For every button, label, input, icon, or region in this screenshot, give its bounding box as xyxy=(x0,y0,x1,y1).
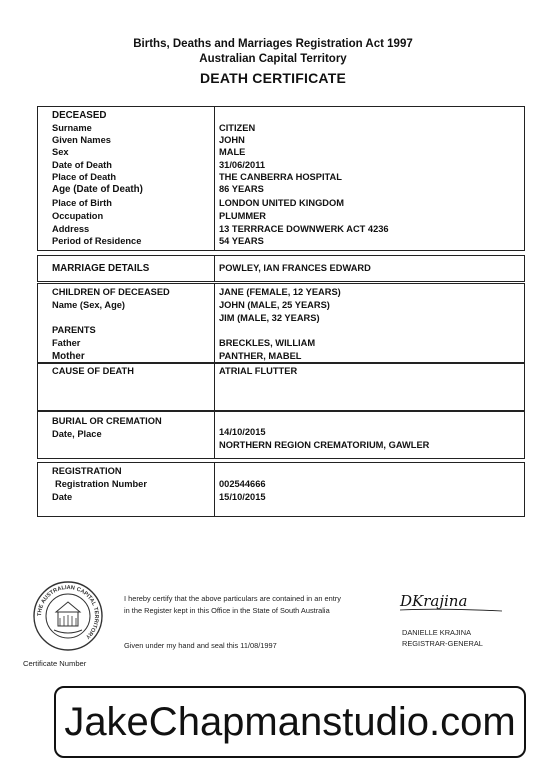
registration-heading: REGISTRATION xyxy=(52,466,122,476)
place-of-birth-value: LONDON UNITED KINGDOM xyxy=(219,198,344,208)
child-2-value: JOHN (MALE, 25 YEARS) xyxy=(219,300,330,310)
sex-value: MALE xyxy=(219,147,246,157)
territory-seal-icon xyxy=(32,580,104,652)
child-3-value: JIM (MALE, 32 YEARS) xyxy=(219,313,320,323)
burial-place-value: NORTHERN REGION CREMATORIUM, GAWLER xyxy=(219,440,430,450)
column-divider xyxy=(214,363,215,411)
mother-label: Mother xyxy=(52,351,85,362)
given-names-value: JOHN xyxy=(219,135,245,145)
svg-text:DKrajina: DKrajina xyxy=(400,592,468,610)
column-divider xyxy=(214,255,215,282)
father-value: BRECKLES, WILLIAM xyxy=(219,338,316,348)
occupation-value: PLUMMER xyxy=(219,211,266,221)
watermark-banner: JakeChapmanstudio.com xyxy=(54,686,526,758)
marriage-heading: MARRIAGE DETAILS xyxy=(52,263,150,274)
cause-heading: CAUSE OF DEATH xyxy=(52,366,134,376)
column-divider xyxy=(214,283,215,363)
children-label: Name (Sex, Age) xyxy=(52,300,126,310)
child-1-value: JANE (FEMALE, 12 YEARS) xyxy=(219,287,341,297)
mother-value: PANTHER, MABEL xyxy=(219,351,302,361)
children-heading: CHILDREN OF DECEASED xyxy=(52,287,170,297)
column-divider xyxy=(214,462,215,517)
parents-heading: PARENTS xyxy=(52,325,96,335)
place-of-birth-label: Place of Birth xyxy=(52,198,112,208)
registration-number-label: Registration Number xyxy=(55,479,147,489)
registration-number-value: 002544666 xyxy=(219,479,266,489)
burial-heading: BURIAL OR CREMATION xyxy=(52,416,162,426)
certificate-title: DEATH CERTIFICATE xyxy=(200,70,346,86)
registrar-signature xyxy=(398,586,506,614)
marriage-value: POWLEY, IAN FRANCES EDWARD xyxy=(219,263,371,273)
registrar-name: DANIELLE KRAJINA xyxy=(402,628,472,637)
age-value: 86 YEARS xyxy=(219,184,264,194)
cause-value: ATRIAL FLUTTER xyxy=(219,366,298,376)
period-of-residence-value: 54 YEARS xyxy=(219,236,264,246)
registration-date-label: Date xyxy=(52,492,73,502)
age-label: Age (Date of Death) xyxy=(52,184,143,195)
date-of-death-value: 31/06/2011 xyxy=(219,160,266,170)
address-label: Address xyxy=(52,224,90,234)
certify-line-1: I hereby certify that the above particulars are contained in an entry xyxy=(124,594,341,603)
column-divider xyxy=(214,106,215,251)
surname-value: CITIZEN xyxy=(219,123,256,133)
registration-date-value: 15/10/2015 xyxy=(219,492,266,502)
deceased-heading: DECEASED xyxy=(52,110,107,121)
registrar-title: REGISTRAR-GENERAL xyxy=(402,639,483,648)
address-value: 13 TERRRACE DOWNWERK ACT 4236 xyxy=(219,224,389,234)
svg-text:THE AUSTRALIAN CAPITAL TERRITO: THE AUSTRALIAN CAPITAL TERRITORY xyxy=(36,584,100,640)
date-of-death-label: Date of Death xyxy=(52,160,112,170)
occupation-label: Occupation xyxy=(52,211,104,221)
burial-date-value: 14/10/2015 xyxy=(219,427,266,437)
burial-label: Date, Place xyxy=(52,429,102,439)
place-of-death-value: THE CANBERRA HOSPITAL xyxy=(219,172,342,182)
period-of-residence-label: Period of Residence xyxy=(52,236,142,246)
certificate-number-label: Certificate Number xyxy=(23,659,87,668)
sex-label: Sex xyxy=(52,147,69,157)
given-names-label: Given Names xyxy=(52,135,111,145)
father-label: Father xyxy=(52,338,81,348)
territory-title: Australian Capital Territory xyxy=(199,53,347,65)
place-of-death-label: Place of Death xyxy=(52,172,117,182)
act-title: Births, Deaths and Marriages Registration Act 1997 xyxy=(133,38,413,50)
column-divider xyxy=(214,411,215,459)
certify-line-2: in the Register kept in this Office in the State of South Australia xyxy=(124,606,330,615)
surname-label: Surname xyxy=(52,123,92,133)
given-under-hand: Given under my hand and seal this 11/08/1997 xyxy=(124,641,277,650)
